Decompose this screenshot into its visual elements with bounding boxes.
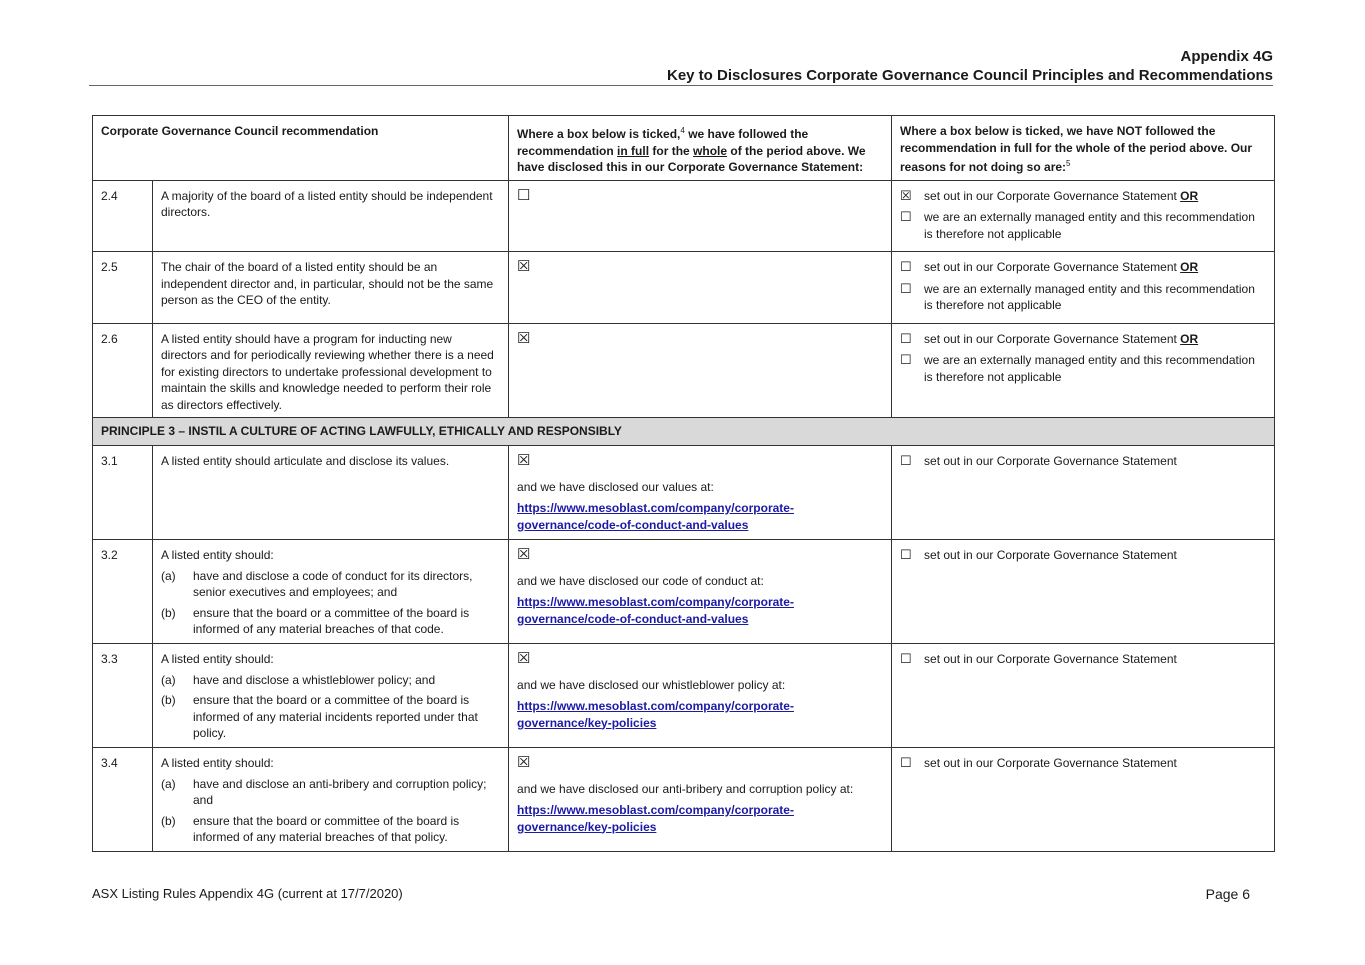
or-label: OR bbox=[1180, 188, 1199, 203]
set-out-label: set out in our Corporate Governance Statement bbox=[924, 260, 1177, 274]
principle-3-heading: PRINCIPLE 3 – INSTIL A CULTURE OF ACTING LAWFULLY, ETHICALLY AND RESPONSIBLY bbox=[93, 418, 1275, 446]
table-header-row bbox=[93, 116, 1275, 181]
set-out-label: set out in our Corporate Governance Statement bbox=[924, 454, 1177, 468]
rec-text: A listed entity should articulate and disclose its values. bbox=[153, 446, 509, 540]
values-link[interactable]: https://www.mesoblast.com/company/corporate-governance/code-of-conduct-and-values bbox=[517, 501, 794, 532]
set-out-checkbox[interactable]: ☐ bbox=[900, 547, 912, 562]
external-label: we are an externally managed entity and this recommendation is therefore not applicable bbox=[924, 353, 1255, 384]
sub-label: (b) bbox=[161, 605, 176, 620]
set-out-checkbox[interactable]: ☒ bbox=[900, 187, 912, 203]
sub-text: ensure that the board or committee of the board is informed of any material breaches of that policy. bbox=[193, 813, 460, 844]
header-followed: Where a box below is ticked,$^4$ we have followed the recommendation in full for the whole of the period above. We have disclosed this in our Corporate Governance Statement: bbox=[509, 116, 892, 181]
sub-label: (b) bbox=[161, 813, 176, 828]
rec-number: 3.2 bbox=[93, 540, 153, 644]
header-divider bbox=[89, 85, 1273, 86]
disclosed-text: and we have disclosed our code of conduct at: bbox=[517, 573, 764, 588]
table-row bbox=[93, 644, 1275, 748]
disclosed-text: and we have disclosed our anti-bribery and corruption policy at: bbox=[517, 781, 854, 796]
rec-number: 3.3 bbox=[93, 644, 153, 748]
sub-label: (a) bbox=[161, 672, 176, 687]
table-row bbox=[93, 748, 1275, 852]
sub-label: (a) bbox=[161, 776, 176, 791]
followed-checkbox[interactable]: ☐ bbox=[517, 186, 531, 204]
set-out-checkbox[interactable]: ☐ bbox=[900, 755, 912, 770]
table-row bbox=[93, 180, 1275, 252]
rec-text: A majority of the board of a listed entity should be independent directors. bbox=[153, 180, 509, 252]
external-checkbox[interactable]: ☐ bbox=[900, 209, 912, 224]
table-row bbox=[93, 323, 1275, 418]
external-label: we are an externally managed entity and this recommendation is therefore not applicable bbox=[924, 281, 1255, 312]
followed-checkbox[interactable]: ☒ bbox=[517, 546, 531, 563]
appendix-title: Appendix 4G bbox=[1180, 48, 1273, 65]
followed-checkbox[interactable]: ☒ bbox=[517, 754, 531, 771]
set-out-checkbox[interactable]: ☐ bbox=[900, 259, 912, 274]
followed-checkbox[interactable]: ☒ bbox=[517, 329, 531, 347]
rec-text: A listed entity should: bbox=[161, 548, 274, 562]
set-out-label: set out in our Corporate Governance Statement bbox=[924, 756, 1177, 770]
rec-number: 2.6 bbox=[93, 323, 153, 418]
whistleblower-link[interactable]: https://www.mesoblast.com/company/corporate-governance/key-policies bbox=[517, 699, 794, 730]
external-label: we are an externally managed entity and this recommendation is therefore not applicable bbox=[924, 210, 1255, 241]
disclosed-text: and we have disclosed our whistleblower policy at: bbox=[517, 677, 786, 692]
rec-number: 3.4 bbox=[93, 748, 153, 852]
rec-text: A listed entity should have a program for inducting new directors and for periodically reviewing whether there is a need for existing directors to undertake professional development to maintain the skills and knowledge needed to perform their role as directors effectively. bbox=[153, 323, 509, 418]
external-checkbox[interactable]: ☐ bbox=[900, 352, 912, 367]
rec-number: 2.4 bbox=[93, 180, 153, 252]
followed-checkbox[interactable]: ☒ bbox=[517, 650, 531, 667]
footer-source: ASX Listing Rules Appendix 4G (current at 17/7/2020) bbox=[92, 886, 403, 901]
principle-heading-row bbox=[93, 418, 1275, 446]
set-out-checkbox[interactable]: ☐ bbox=[900, 330, 912, 346]
table-row bbox=[93, 252, 1275, 324]
sub-text: ensure that the board or a committee of the board is informed of any material breaches of that code. bbox=[193, 605, 470, 636]
document-subtitle: Key to Disclosures Corporate Governance Council Principles and Recommendations bbox=[667, 67, 1273, 84]
rec-text: A listed entity should: bbox=[161, 652, 274, 666]
sub-text: have and disclose a whistleblower policy; and bbox=[193, 672, 436, 687]
followed-checkbox[interactable]: ☒ bbox=[517, 452, 531, 469]
followed-checkbox[interactable]: ☒ bbox=[517, 258, 531, 275]
page-number: Page 6 bbox=[1205, 886, 1250, 902]
rec-text: The chair of the board of a listed entity should be an independent director and, in particular, should not be the same person as the CEO of the entity. bbox=[153, 252, 509, 324]
or-label: OR bbox=[1180, 260, 1199, 274]
set-out-label: set out in our Corporate Governance Statement bbox=[924, 548, 1177, 562]
recommendations-table bbox=[92, 115, 1275, 852]
rec-number: 2.5 bbox=[93, 252, 153, 324]
sub-label: (a) bbox=[161, 568, 176, 583]
set-out-label: set out in our Corporate Governance Statement bbox=[924, 188, 1177, 203]
set-out-label: set out in our Corporate Governance Statement bbox=[924, 331, 1177, 346]
set-out-checkbox[interactable]: ☐ bbox=[900, 453, 912, 468]
disclosed-text: and we have disclosed our values at: bbox=[517, 479, 714, 494]
sub-text: have and disclose an anti-bribery and corruption policy; and bbox=[193, 776, 487, 807]
set-out-label: set out in our Corporate Governance Statement bbox=[924, 652, 1177, 666]
table-row bbox=[93, 446, 1275, 540]
rec-text: A listed entity should: bbox=[161, 756, 274, 770]
header-not-followed: Where a box below is ticked, we have NOT followed the recommendation in full for the whole of the period above. Our reasons for not doing so are:$^5$ bbox=[892, 116, 1275, 181]
anti-bribery-link[interactable]: https://www.mesoblast.com/company/corporate-governance/key-policies bbox=[517, 803, 794, 834]
external-checkbox[interactable]: ☐ bbox=[900, 280, 912, 296]
rec-number: 3.1 bbox=[93, 446, 153, 540]
code-of-conduct-link[interactable]: https://www.mesoblast.com/company/corporate-governance/code-of-conduct-and-values bbox=[517, 595, 794, 626]
sub-label: (b) bbox=[161, 693, 176, 707]
sub-text: ensure that the board or a committee of the board is informed of any material incidents reported under that policy. bbox=[193, 693, 478, 740]
sub-text: have and disclose a code of conduct for its directors, senior executives and employees; and bbox=[193, 568, 473, 599]
set-out-checkbox[interactable]: ☐ bbox=[900, 651, 912, 666]
page-header bbox=[667, 47, 1273, 85]
header-recommendation: Corporate Governance Council recommendation bbox=[93, 116, 509, 181]
or-label: OR bbox=[1180, 331, 1199, 346]
table-row bbox=[93, 540, 1275, 644]
